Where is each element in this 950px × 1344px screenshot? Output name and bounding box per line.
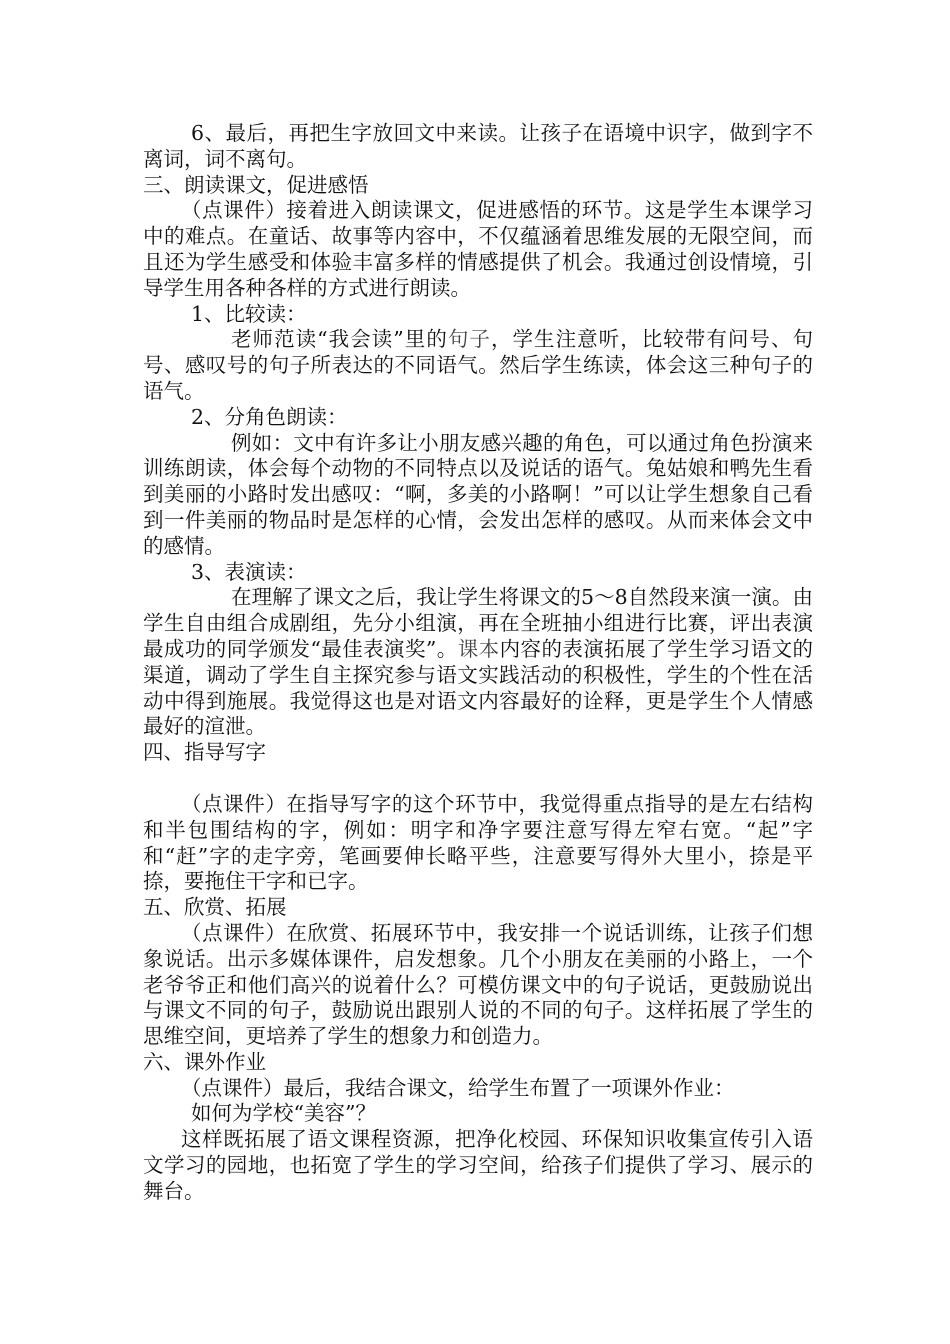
textbook-link[interactable]: 课本 [457, 636, 500, 661]
paragraph-writing: （点课件）在指导写字的这个环节中，我觉得重点指导的是左右结构和半包围结构的字，例如：明字和净字要注意写得左窄右宽。“起”字和“赶”字的走字旁，笔画要伸长略平些，注意要写得外大里小，捺是平捺，要拖住干字和已字。 [143, 791, 813, 894]
text-run: ，学生注意听，比较带有问号、句号、感叹号的句子所表达的不同语气。然后学生练读，体会这三种句子的语气。 [143, 327, 814, 403]
section-heading-writing: 四、指导写字 [143, 740, 266, 765]
paragraph-compare-reading [143, 327, 813, 404]
blank-line [143, 766, 813, 792]
paragraph-homework-question: 如何为学校“美容”？ [191, 1101, 376, 1126]
text-run: 老师范读“我会读”里的 [231, 327, 448, 352]
paragraph-reading-intro: （点课件）接着进入朗读课文，促进感悟的环节。这是学生本课学习中的难点。在童话、故事等内容中，不仅蕴涵着思维发展的无限空间，而且还为学生感受和体验丰富多样的情感提供了机会。我通过创设情境，引导学生用各种各样的方式进行朗读。 [143, 198, 813, 300]
section-heading-homework: 六、课外作业 [143, 1049, 266, 1074]
subheading-role-reading: 2、分角色朗读： [191, 404, 348, 429]
text-run: 在理解了课文之后，我让学生将课文的5～8自然段来演一演。由学生自由组合成剧组，先分小组演，再在全班抽小组进行比赛，评出表演最成功的同学颁发“最佳表演奖”。 [143, 585, 813, 661]
paragraph-homework-summary: 这样既拓展了语文课程资源，把净化校园、环保知识收集宣传引入语文学习的园地，也拓宽了学生的学习空间，给孩子们提供了学习、展示的舞台。 [143, 1127, 813, 1203]
subheading-performance-reading: 3、表演读： [191, 559, 307, 584]
document-body [143, 121, 813, 1205]
subheading-compare-reading: 1、比较读： [191, 301, 307, 326]
section-heading-appreciation: 五、欣赏、拓展 [143, 895, 287, 920]
text-run: 内容的表演拓展了学生学习语文的渠道，调动了学生自主探究参与语文实践活动的积极性，学生的个性在活动中得到施展。我觉得这也是对语文内容最好的诠释，更是学生个人情感最好的渲泄。 [143, 636, 814, 739]
paragraph-appreciation: （点课件）在欣赏、拓展环节中，我安排一个说话训练，让孩子们想象说话。出示多媒体课件，启发想象。几个小朋友在美丽的小路上，一个老爷爷正和他们高兴的说着什么？可模仿课文中的句子说话，更鼓励说出与课文不同的句子，鼓励说出跟别人说的不同的句子。这样拓展了学生的思维空间，更培养了学生的想象力和创造力。 [143, 920, 813, 1049]
paragraph-homework-intro: （点课件）最后，我结合课文，给学生布置了一项课外作业： [181, 1075, 735, 1100]
paragraph-literacy-step6: 6、最后，再把生字放回文中来读。让孩子在语境中识字，做到字不离词，词不离句。 [143, 121, 813, 171]
section-heading-reading: 三、朗读课文，促进感悟 [143, 172, 369, 197]
sentence-link[interactable]: 句子 [447, 327, 491, 352]
paragraph-performance-reading [143, 585, 813, 740]
paragraph-role-reading: 例如：文中有许多让小朋友感兴趣的角色，可以通过角色扮演来训练朗读，体会每个动物的不同特点以及说话的语气。兔姑娘和鸭先生看到美丽的小路时发出感叹：“啊，多美的小路啊！”可以让学生想象自己看到一件美丽的物品时是怎样的心情，会发出怎样的感叹。从而来体会文中的感情。 [143, 430, 813, 558]
